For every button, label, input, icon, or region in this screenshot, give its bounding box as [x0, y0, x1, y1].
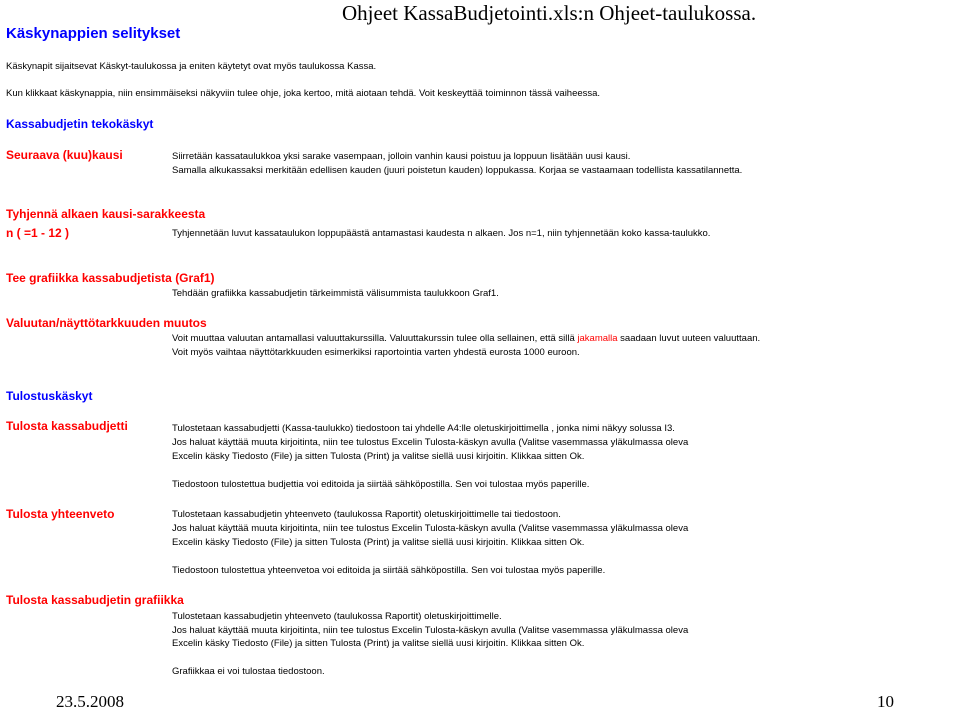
slide-title: Ohjeet KassaBudjetointi.xls:n Ohjeet-taulukossa.	[342, 1, 757, 25]
print-graph-line-1: Tulostetaan kassabudjetin yhteenveto (taulukossa Raportit) oletuskirjoittimelle.	[172, 611, 502, 622]
command-label-print-budget: Tulosta kassabudjetti	[6, 419, 128, 433]
print-summary-line-2: Jos haluat käyttää muuta kirjoitinta, niin tee tulostus Excelin Tulosta-käskyn avulla (Valitse vasemmassa yläkulmassa oleva	[172, 523, 689, 534]
command-label-print-summary: Tulosta yhteenveto	[6, 507, 115, 521]
print-graph-line-3: Excelin käsky Tiedosto (File) ja sitten Tulosta (Print) ja valitse siellä uusi kirjoitin. Klikkaa sitten Ok.	[172, 638, 585, 649]
intro-line-2: Kun klikkaat käskynappia, niin ensimmäiseksi näkyviin tulee ohje, joka kertoo, mitä aiotaan tehdä. Voit keskeyttää toiminnon tässä vaiheessa.	[6, 88, 601, 99]
command-label-next-period: Seuraava (kuu)kausi	[6, 148, 123, 162]
intro-line-1: Käskynapit sijaitsevat Käskyt-taulukossa ja eniten käytetyt ovat myös taulukossa Kassa.	[6, 61, 377, 72]
print-budget-line-3: Excelin käsky Tiedosto (File) ja sitten Tulosta (Print) ja valitse siellä uusi kirjoitin. Klikkaa sitten Ok.	[172, 451, 585, 462]
graph-line: Tehdään grafiikka kassabudjetin tärkeimmistä välisummista taulukkoon Graf1.	[172, 288, 499, 299]
clear-line: Tyhjennetään luvut kassataulukon loppupäästä antamastasi kaudesta n alkaen. Jos n=1, niin tyhjennetään koko kassa-taulukko.	[172, 228, 711, 239]
print-summary-line-1: Tulostetaan kassabudjetin yhteenveto (taulukossa Raportit) oletuskirjoittimelle tai tiedostoon.	[172, 509, 561, 520]
next-period-line-2: Samalla alkukassaksi merkitään edellisen kauden (juuri poistetun kauden) loppukassa. Korjaa se vastaamaan todellista kassatilannetta.	[172, 165, 743, 176]
command-label-clear: Tyhjennä alkaen kausi-sarakkeesta	[6, 207, 206, 221]
print-budget-line-2: Jos haluat käyttää muuta kirjoitinta, niin tee tulostus Excelin Tulosta-käskyn avulla (Valitse vasemmassa yläkulmassa oleva	[172, 437, 689, 448]
command-label-graph: Tee grafiikka kassabudjetista (Graf1)	[6, 271, 215, 285]
section-heading-print: Tulostuskäskyt	[6, 389, 93, 403]
page-number: 10	[877, 692, 894, 711]
command-label-print-graph: Tulosta kassabudjetin grafiikka	[6, 593, 184, 607]
command-label-clear-range: n ( =1 - 12 )	[6, 226, 70, 240]
currency-line-1-emphasis: jakamalla	[577, 333, 618, 344]
print-graph-note: Grafiikkaa ei voi tulostaa tiedostoon.	[172, 666, 325, 677]
command-label-currency: Valuutan/näyttötarkkuuden muutos	[6, 316, 207, 330]
print-summary-line-3: Excelin käsky Tiedosto (File) ja sitten Tulosta (Print) ja valitse siellä uusi kirjoitin. Klikkaa sitten Ok.	[172, 537, 585, 548]
print-budget-line-1: Tulostetaan kassabudjetti (Kassa-taulukko) tiedostoon tai yhdelle A4:lle oletuskirjoittimella , jonka nimi näkyy solussa I3.	[172, 423, 675, 434]
print-budget-note: Tiedostoon tulostettua budjettia voi editoida ja siirtää sähköpostilla. Sen voi tulostaa myös paperille.	[172, 479, 590, 490]
currency-line-1-end: saadaan luvut uuteen valuuttaan.	[620, 333, 761, 344]
currency-line-1	[172, 333, 760, 345]
print-graph-line-2: Jos haluat käyttää muuta kirjoitinta, niin tee tulostus Excelin Tulosta-käskyn avulla (Valitse vasemmassa yläkulmassa oleva	[172, 625, 689, 636]
next-period-line-1: Siirretään kassataulukkoa yksi sarake vasempaan, jolloin vanhin kausi poistuu ja loppuun lisätään uusi kausi.	[172, 151, 631, 162]
currency-line-1-start: Voit muuttaa valuutan antamallasi valuuttakurssilla. Valuuttakurssin tulee olla sellainen, että sillä	[172, 333, 575, 344]
print-summary-note: Tiedostoon tulostettua yhteenvetoa voi editoida ja siirtää sähköpostilla. Sen voi tulostaa myös paperille.	[172, 565, 606, 576]
currency-line-2: Voit myös vaihtaa näyttötarkkuuden esimerkiksi raportointia varten yhdestä eurosta 1000 euroon.	[172, 347, 580, 358]
footer-date: 23.5.2008	[56, 692, 124, 711]
sheet-heading: Käskynappien selitykset	[6, 25, 181, 42]
section-heading-budget: Kassabudjetin tekokäskyt	[6, 117, 154, 131]
